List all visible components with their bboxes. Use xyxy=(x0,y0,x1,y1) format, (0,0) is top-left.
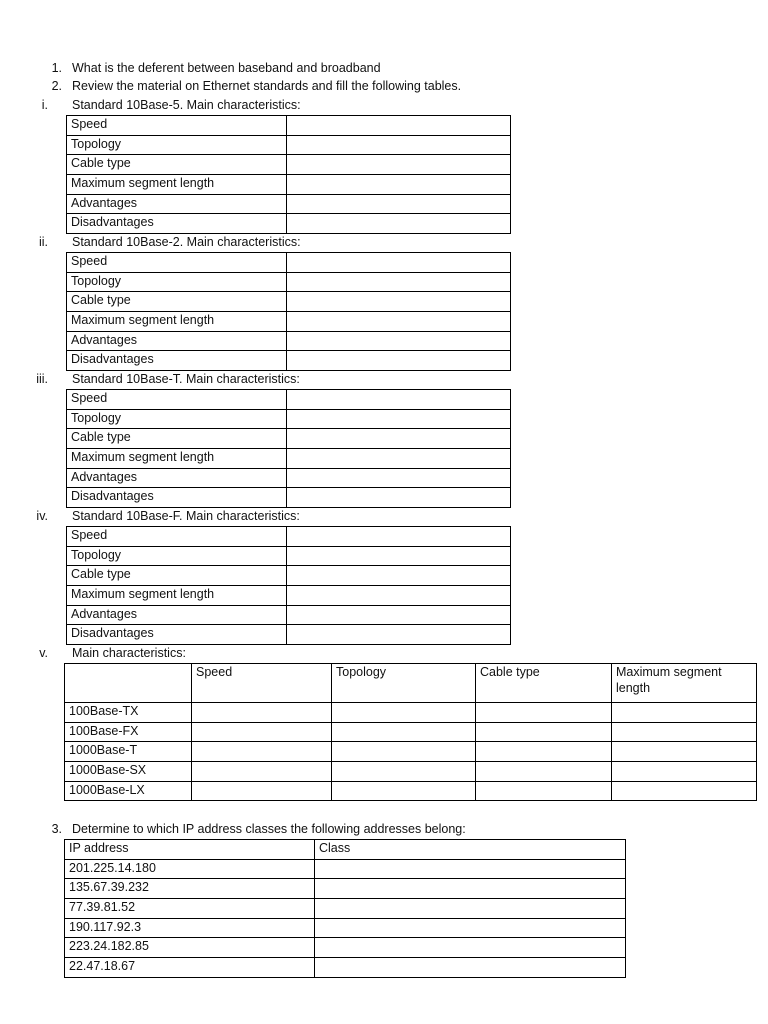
table-10base-f xyxy=(66,526,511,645)
row-label: Maximum segment length xyxy=(67,586,287,606)
answer-cell[interactable] xyxy=(286,605,510,625)
answer-cell[interactable] xyxy=(286,429,510,449)
table-10base-t xyxy=(66,389,511,508)
table-row xyxy=(67,429,511,449)
answer-cell[interactable] xyxy=(286,214,510,234)
question-number: 1. xyxy=(51,61,62,75)
answer-cell[interactable] xyxy=(612,742,757,762)
answer-cell[interactable] xyxy=(286,390,510,410)
answer-cell[interactable] xyxy=(476,781,612,801)
table-row xyxy=(65,958,626,978)
row-label: Advantages xyxy=(67,468,287,488)
answer-cell[interactable] xyxy=(286,194,510,214)
answer-cell[interactable] xyxy=(286,566,510,586)
answer-cell[interactable] xyxy=(315,918,626,938)
table-row xyxy=(67,214,511,234)
column-header xyxy=(65,664,192,703)
question-text: What is the deferent between baseband and broadband xyxy=(72,61,381,75)
table-row xyxy=(67,566,511,586)
ip-address: 201.225.14.180 xyxy=(65,859,315,879)
table-row xyxy=(67,253,511,273)
row-label: Disadvantages xyxy=(67,214,287,234)
answer-cell[interactable] xyxy=(315,899,626,919)
answer-cell[interactable] xyxy=(315,859,626,879)
row-label: Topology xyxy=(67,409,287,429)
section-number: iv. xyxy=(36,509,48,523)
table-row xyxy=(67,175,511,195)
row-label: Maximum segment length xyxy=(67,449,287,469)
column-header: Class xyxy=(315,840,626,860)
row-label: 1000Base-SX xyxy=(65,762,192,782)
table-row xyxy=(67,331,511,351)
row-label: Advantages xyxy=(67,605,287,625)
row-label: Topology xyxy=(67,135,287,155)
answer-cell[interactable] xyxy=(476,762,612,782)
table-row xyxy=(67,546,511,566)
answer-cell[interactable] xyxy=(612,762,757,782)
answer-cell[interactable] xyxy=(286,155,510,175)
table-row xyxy=(67,625,511,645)
answer-cell[interactable] xyxy=(332,722,476,742)
row-label: Topology xyxy=(67,272,287,292)
answer-cell[interactable] xyxy=(286,116,510,136)
answer-cell[interactable] xyxy=(476,742,612,762)
section-title: Main characteristics: xyxy=(72,646,186,660)
answer-cell[interactable] xyxy=(612,781,757,801)
table-10base-2 xyxy=(66,252,511,371)
table-gigabit-comparison xyxy=(64,663,757,801)
row-label: Maximum segment length xyxy=(67,312,287,332)
ip-address: 190.117.92.3 xyxy=(65,918,315,938)
row-label: Cable type xyxy=(67,292,287,312)
answer-cell[interactable] xyxy=(286,625,510,645)
table-row xyxy=(65,722,757,742)
ip-address: 22.47.18.67 xyxy=(65,958,315,978)
answer-cell[interactable] xyxy=(286,546,510,566)
answer-cell[interactable] xyxy=(286,253,510,273)
row-label: Advantages xyxy=(67,194,287,214)
answer-cell[interactable] xyxy=(286,409,510,429)
table-header-row xyxy=(65,664,757,703)
question-number: 3. xyxy=(51,822,62,836)
answer-cell[interactable] xyxy=(286,468,510,488)
question-text: Review the material on Ethernet standards and fill the following tables. xyxy=(72,79,462,93)
question-text: Determine to which IP address classes the following addresses belong: xyxy=(72,822,466,836)
section-title: Standard 10Base-2. Main characteristics: xyxy=(72,235,301,249)
section-number: i. xyxy=(41,98,48,112)
table-row xyxy=(65,859,626,879)
row-label: Speed xyxy=(67,527,287,547)
row-label: Cable type xyxy=(67,566,287,586)
table-row xyxy=(67,409,511,429)
row-label: Disadvantages xyxy=(67,351,287,371)
answer-cell[interactable] xyxy=(332,703,476,723)
row-label: Disadvantages xyxy=(67,625,287,645)
table-10base-5 xyxy=(66,115,511,234)
table-row xyxy=(65,742,757,762)
table-row xyxy=(65,899,626,919)
row-label: Topology xyxy=(67,546,287,566)
answer-cell[interactable] xyxy=(315,958,626,978)
answer-cell[interactable] xyxy=(192,762,332,782)
table-row xyxy=(67,116,511,136)
row-label: Advantages xyxy=(67,331,287,351)
answer-cell[interactable] xyxy=(315,879,626,899)
table-row xyxy=(67,312,511,332)
row-label: Disadvantages xyxy=(67,488,287,508)
answer-cell[interactable] xyxy=(332,781,476,801)
table-row xyxy=(67,194,511,214)
section-number: v. xyxy=(39,646,48,660)
answer-cell[interactable] xyxy=(612,703,757,723)
answer-cell[interactable] xyxy=(286,527,510,547)
answer-cell[interactable] xyxy=(286,135,510,155)
table-row xyxy=(65,879,626,899)
answer-cell[interactable] xyxy=(286,272,510,292)
row-label: Speed xyxy=(67,116,287,136)
answer-cell[interactable] xyxy=(192,703,332,723)
row-label: Speed xyxy=(67,390,287,410)
table-row xyxy=(67,468,511,488)
ip-address: 77.39.81.52 xyxy=(65,899,315,919)
answer-cell[interactable] xyxy=(612,722,757,742)
row-label: 100Base-TX xyxy=(65,703,192,723)
answer-cell[interactable] xyxy=(286,292,510,312)
row-label: 1000Base-T xyxy=(65,742,192,762)
column-header: IP address xyxy=(65,840,315,860)
section-number: ii. xyxy=(38,235,48,249)
table-row xyxy=(67,272,511,292)
column-header: Maximum segment length xyxy=(612,664,757,703)
answer-cell[interactable] xyxy=(192,722,332,742)
section-title: Standard 10Base-5. Main characteristics: xyxy=(72,98,301,112)
section-title: Standard 10Base-T. Main characteristics: xyxy=(72,372,300,386)
row-label: Speed xyxy=(67,253,287,273)
ip-address: 223.24.182.85 xyxy=(65,938,315,958)
answer-cell[interactable] xyxy=(286,586,510,606)
table-row xyxy=(65,938,626,958)
table-row xyxy=(67,605,511,625)
table-row xyxy=(67,351,511,371)
answer-cell[interactable] xyxy=(286,312,510,332)
answer-cell[interactable] xyxy=(476,722,612,742)
answer-cell[interactable] xyxy=(332,742,476,762)
answer-cell[interactable] xyxy=(286,449,510,469)
row-label: Cable type xyxy=(67,155,287,175)
table-row xyxy=(65,918,626,938)
row-label: 100Base-FX xyxy=(65,722,192,742)
table-row xyxy=(67,527,511,547)
table-row xyxy=(67,155,511,175)
row-label: Maximum segment length xyxy=(67,175,287,195)
section-number: iii. xyxy=(36,372,48,386)
column-header: Topology xyxy=(332,664,476,703)
table-row xyxy=(67,135,511,155)
table-row xyxy=(67,390,511,410)
row-label: 1000Base-LX xyxy=(65,781,192,801)
table-row xyxy=(67,586,511,606)
table-ip-classes xyxy=(64,839,626,978)
answer-cell[interactable] xyxy=(286,331,510,351)
row-label: Cable type xyxy=(67,429,287,449)
table-row xyxy=(65,762,757,782)
column-header: Cable type xyxy=(476,664,612,703)
question-number: 2. xyxy=(51,79,62,93)
answer-cell[interactable] xyxy=(332,762,476,782)
table-row xyxy=(65,781,757,801)
answer-cell[interactable] xyxy=(286,175,510,195)
answer-cell[interactable] xyxy=(286,351,510,371)
table-row xyxy=(67,488,511,508)
answer-cell[interactable] xyxy=(192,781,332,801)
table-row xyxy=(67,292,511,312)
column-header: Speed xyxy=(192,664,332,703)
answer-cell[interactable] xyxy=(286,488,510,508)
table-row xyxy=(67,449,511,469)
table-row xyxy=(65,703,757,723)
ip-address: 135.67.39.232 xyxy=(65,879,315,899)
answer-cell[interactable] xyxy=(315,938,626,958)
section-title: Standard 10Base-F. Main characteristics: xyxy=(72,509,300,523)
table-header-row xyxy=(65,840,626,860)
answer-cell[interactable] xyxy=(476,703,612,723)
answer-cell[interactable] xyxy=(192,742,332,762)
